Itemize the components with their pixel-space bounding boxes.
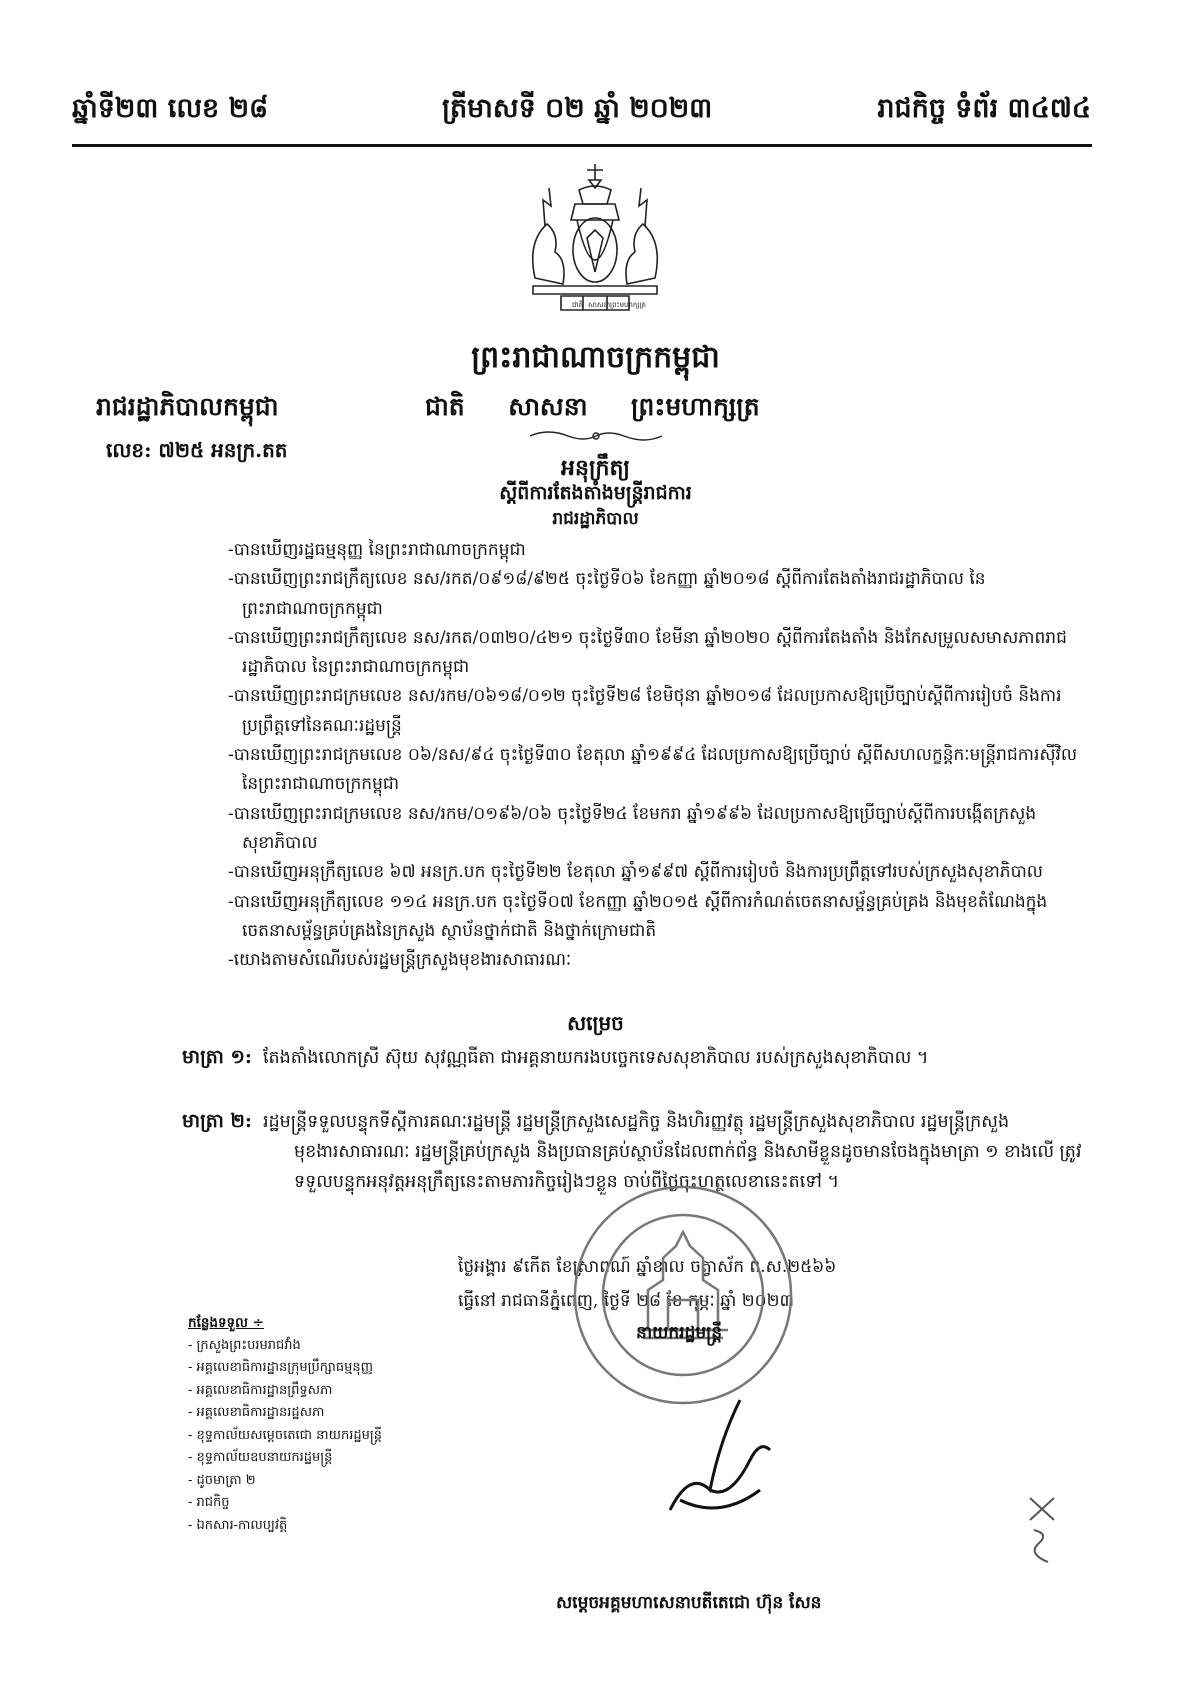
gazette-page: រាជកិច្ច ទំព័រ ៣៤៧៤	[877, 93, 1091, 124]
article-2-text: រដ្ឋមន្ត្រីទទួលបន្ទុកទីស្តីការគណៈរដ្ឋមន្ត្រី រដ្ឋមន្ត្រីក្រសួងសេដ្ឋកិច្ច និងហិរញ្ញវត្ថុ រដ្ឋមន្ត្រីក្រសួងសុខាភិបាល រដ្ឋមន្ត្រីក្រសួងមុខងារសាធារណៈ រដ្ឋមន្ត្រីគ្រប់ក្រសួង និងប្រធានគ្រប់ស្ថាប័នដែលពាក់ព័ន្ធ និងសាមីខ្លួនដូចមានចែងក្នុងមាត្រា ១ ខាងលើ ត្រូវទទួលបន្ទុកអនុវត្តអនុក្រឹត្យនេះតាមភារកិច្ចរៀងៗខ្លួន ចាប់ពីថ្ងៃចុះហត្ថលេខានេះតទៅ ។	[263, 1112, 1082, 1192]
margin-initials-icon	[1024, 1490, 1060, 1570]
seal-caption-religion: សាសនា	[588, 301, 611, 309]
recipients-list	[188, 1312, 448, 1537]
recipient-item: - ឯកសារ-កាលប្បវត្តិ	[188, 1517, 288, 1533]
signatory-title: នាយករដ្ឋមន្ត្រី	[636, 1323, 722, 1343]
preamble-item: -បានឃើញព្រះរាជក្រមលេខ នស/រកម/០៦១៨/០១២ ចុះថ្ងៃទី២៨ ខែមិថុនា ឆ្នាំ២០១៨ ដែលប្រកាសឱ្យប្រើច្បាប់ស្តីពីការរៀបចំ និងការប្រព្រឹត្តទៅនៃគណៈរដ្ឋមន្ត្រី	[228, 686, 1062, 736]
official-stamp-icon	[568, 1180, 798, 1410]
article-2-label: មាត្រា ២:	[182, 1110, 252, 1132]
gazette-date: ត្រីមាសទី ០២ ឆ្នាំ ២០២៣	[442, 93, 713, 124]
preamble-item: -បានឃើញព្រះរាជក្រឹត្យលេខ នស/រកត/០៣២០/៤២១ ចុះថ្ងៃទី៣០ ខែមីនា ឆ្នាំ២០២០ ស្តីពីការតែងតាំង និងកែសម្រួលសមាសភាពរាជរដ្ឋាភិបាល នៃព្រះរាជាណាចក្រកម្ពុជា	[228, 627, 1067, 678]
preamble-item: -បានឃើញរដ្ឋធម្មនុញ្ញ នៃព្រះរាជាណាចក្រកម្ពុជា	[228, 540, 526, 560]
preamble-item: -យោងតាមសំណើរបស់រដ្ឋមន្ត្រីក្រសួងមុខងារសាធារណៈ	[228, 950, 572, 971]
document-type: អនុក្រឹត្យ	[561, 455, 630, 481]
recipient-item: - អគ្គលេខាធិការដ្ឋានរដ្ឋសភា	[188, 1405, 325, 1420]
recipient-item: - ដូចមាត្រា ២	[188, 1472, 256, 1488]
preamble-item: -បានឃើញអនុក្រឹត្យលេខ ១១៤ អនក្រ.បក ចុះថ្ងៃទី០៧ ខែកញ្ញា ឆ្នាំ២០១៥ ស្តីពីការកំណត់ចេតនាសម្ព័ន្ធគ្រប់គ្រង និងមុខតំណែងក្នុងចេតនាសម្ព័ន្ធគ្រប់គ្រងនៃក្រសួង ស្ថាប័នថ្នាក់ជាតិ និងថ្នាក់ក្រោមជាតិ	[228, 891, 1048, 941]
document-authority: រាជរដ្ឋាភិបាល	[552, 509, 639, 529]
signatory-name: សម្តេចអគ្គមហាសេនាបតីតេជោ ហ៊ុន សែន	[556, 1593, 822, 1613]
recipient-item: - រាជកិច្ច	[188, 1495, 230, 1510]
preamble-item: -បានឃើញព្រះរាជក្រមលេខ ០៦/នស/៩៤ ចុះថ្ងៃទី៣០ ខែតុលា ឆ្នាំ១៩៩៤ ដែលប្រកាសឱ្យប្រើច្បាប់ ស្តីពីសហលក្ខន្តិកៈមន្ត្រីរាជការស៊ីវិល នៃព្រះរាជាណាចក្រកម្ពុជា	[228, 745, 1078, 795]
preamble	[228, 536, 1078, 975]
lunar-date: ថ្ងៃអង្គារ ៩កើត ខែស្រាពណ៍ ឆ្នាំខាល ចត្វាស័ក ព.ស.២៥៦៦	[458, 1257, 837, 1277]
recipient-item: - ខុទ្ទកាល័យសម្តេចតេជោ នាយករដ្ឋមន្ត្រី	[188, 1427, 382, 1443]
place-date: ធ្វើនៅ រាជធានីភ្នំពេញ, ថ្ងៃទី ២៨ ខែ កុម្ភៈ ឆ្នាំ ២០២៣	[458, 1291, 795, 1311]
recipient-item: - ខុទ្ទកាល័យឧបនាយករដ្ឋមន្ត្រី	[188, 1450, 333, 1465]
preamble-item: -បានឃើញអនុក្រឹត្យលេខ ៦៧ អនក្រ.បក ចុះថ្ងៃទី២២ ខែតុលា ឆ្នាំ១៩៩៧ ស្តីពីការរៀបចំ និងការប្រព្រឹត្តទៅរបស់ក្រសួងសុខាភិបាល	[228, 862, 1043, 883]
recipient-item: - អគ្គលេខាធិការដ្ឋានព្រឹទ្ធសភា	[188, 1382, 333, 1398]
seal-caption-king: ព្រះមហាក្សត្រ	[610, 301, 646, 309]
national-motto: ជាតិ សាសនា ព្រះមហាក្សត្រ	[425, 392, 760, 421]
preamble-item: -បានឃើញព្រះរាជក្រមលេខ នស/រកម/០១៩៦/០៦ ចុះថ្ងៃទី២៤ ខែមករា ឆ្នាំ១៩៩៦ ដែលប្រកាសឱ្យប្រើច្បាប់ស្តីពីការបង្កើតក្រសួងសុខាភិបាល	[228, 803, 1037, 853]
seal-caption-nation: ជាតិ	[572, 301, 584, 309]
kingdom-title: ព្រះរាជាណាចក្រកម្ពុជា	[471, 340, 720, 375]
gazette-year-issue: ឆ្នាំទី២៣ លេខ ២៨	[72, 93, 269, 124]
document-subject: ស្តីពីការតែងតាំងមន្ត្រីរាជការ	[499, 482, 692, 504]
issuer-name: រាជរដ្ឋាភិបាលកម្ពុជា	[96, 392, 279, 421]
article-1	[182, 1042, 1082, 1073]
recipient-item: - ក្រសួងព្រះបរមរាជវាំង	[188, 1337, 301, 1353]
header-rule	[72, 144, 1092, 147]
handwritten-signature-icon	[660, 1380, 780, 1530]
recipient-item: - អគ្គលេខាធិការដ្ឋានក្រុមប្រឹក្សាធម្មនុញ្ញ	[188, 1360, 373, 1375]
decision-heading: សម្រេច	[567, 1011, 624, 1035]
ornament-divider-icon	[528, 426, 664, 446]
recipients-title: កន្លែងទទួល ÷	[188, 1315, 264, 1331]
article-1-text: តែងតាំងលោកស្រី ស៊ុយ សុវណ្ណធីតា ជាអគ្គនាយករងបច្ចេកទេសសុខាភិបាល របស់ក្រសួងសុខាភិបាល ។	[263, 1048, 929, 1068]
reference-number: លេខ: ៧២៥ អនក្រ.តត	[106, 438, 288, 462]
article-1-label: មាត្រា ១:	[182, 1046, 252, 1068]
preamble-item: -បានឃើញព្រះរាជក្រឹត្យលេខ នស/រកត/០៩១៨/៩២៥ ចុះថ្ងៃទី០៦ ខែកញ្ញា ឆ្នាំ២០១៨ ស្តីពីការតែងតាំងរាជរដ្ឋាភិបាល នៃព្រះរាជាណាចក្រកម្ពុជា	[228, 569, 986, 619]
royal-coat-of-arms-icon	[515, 160, 675, 325]
